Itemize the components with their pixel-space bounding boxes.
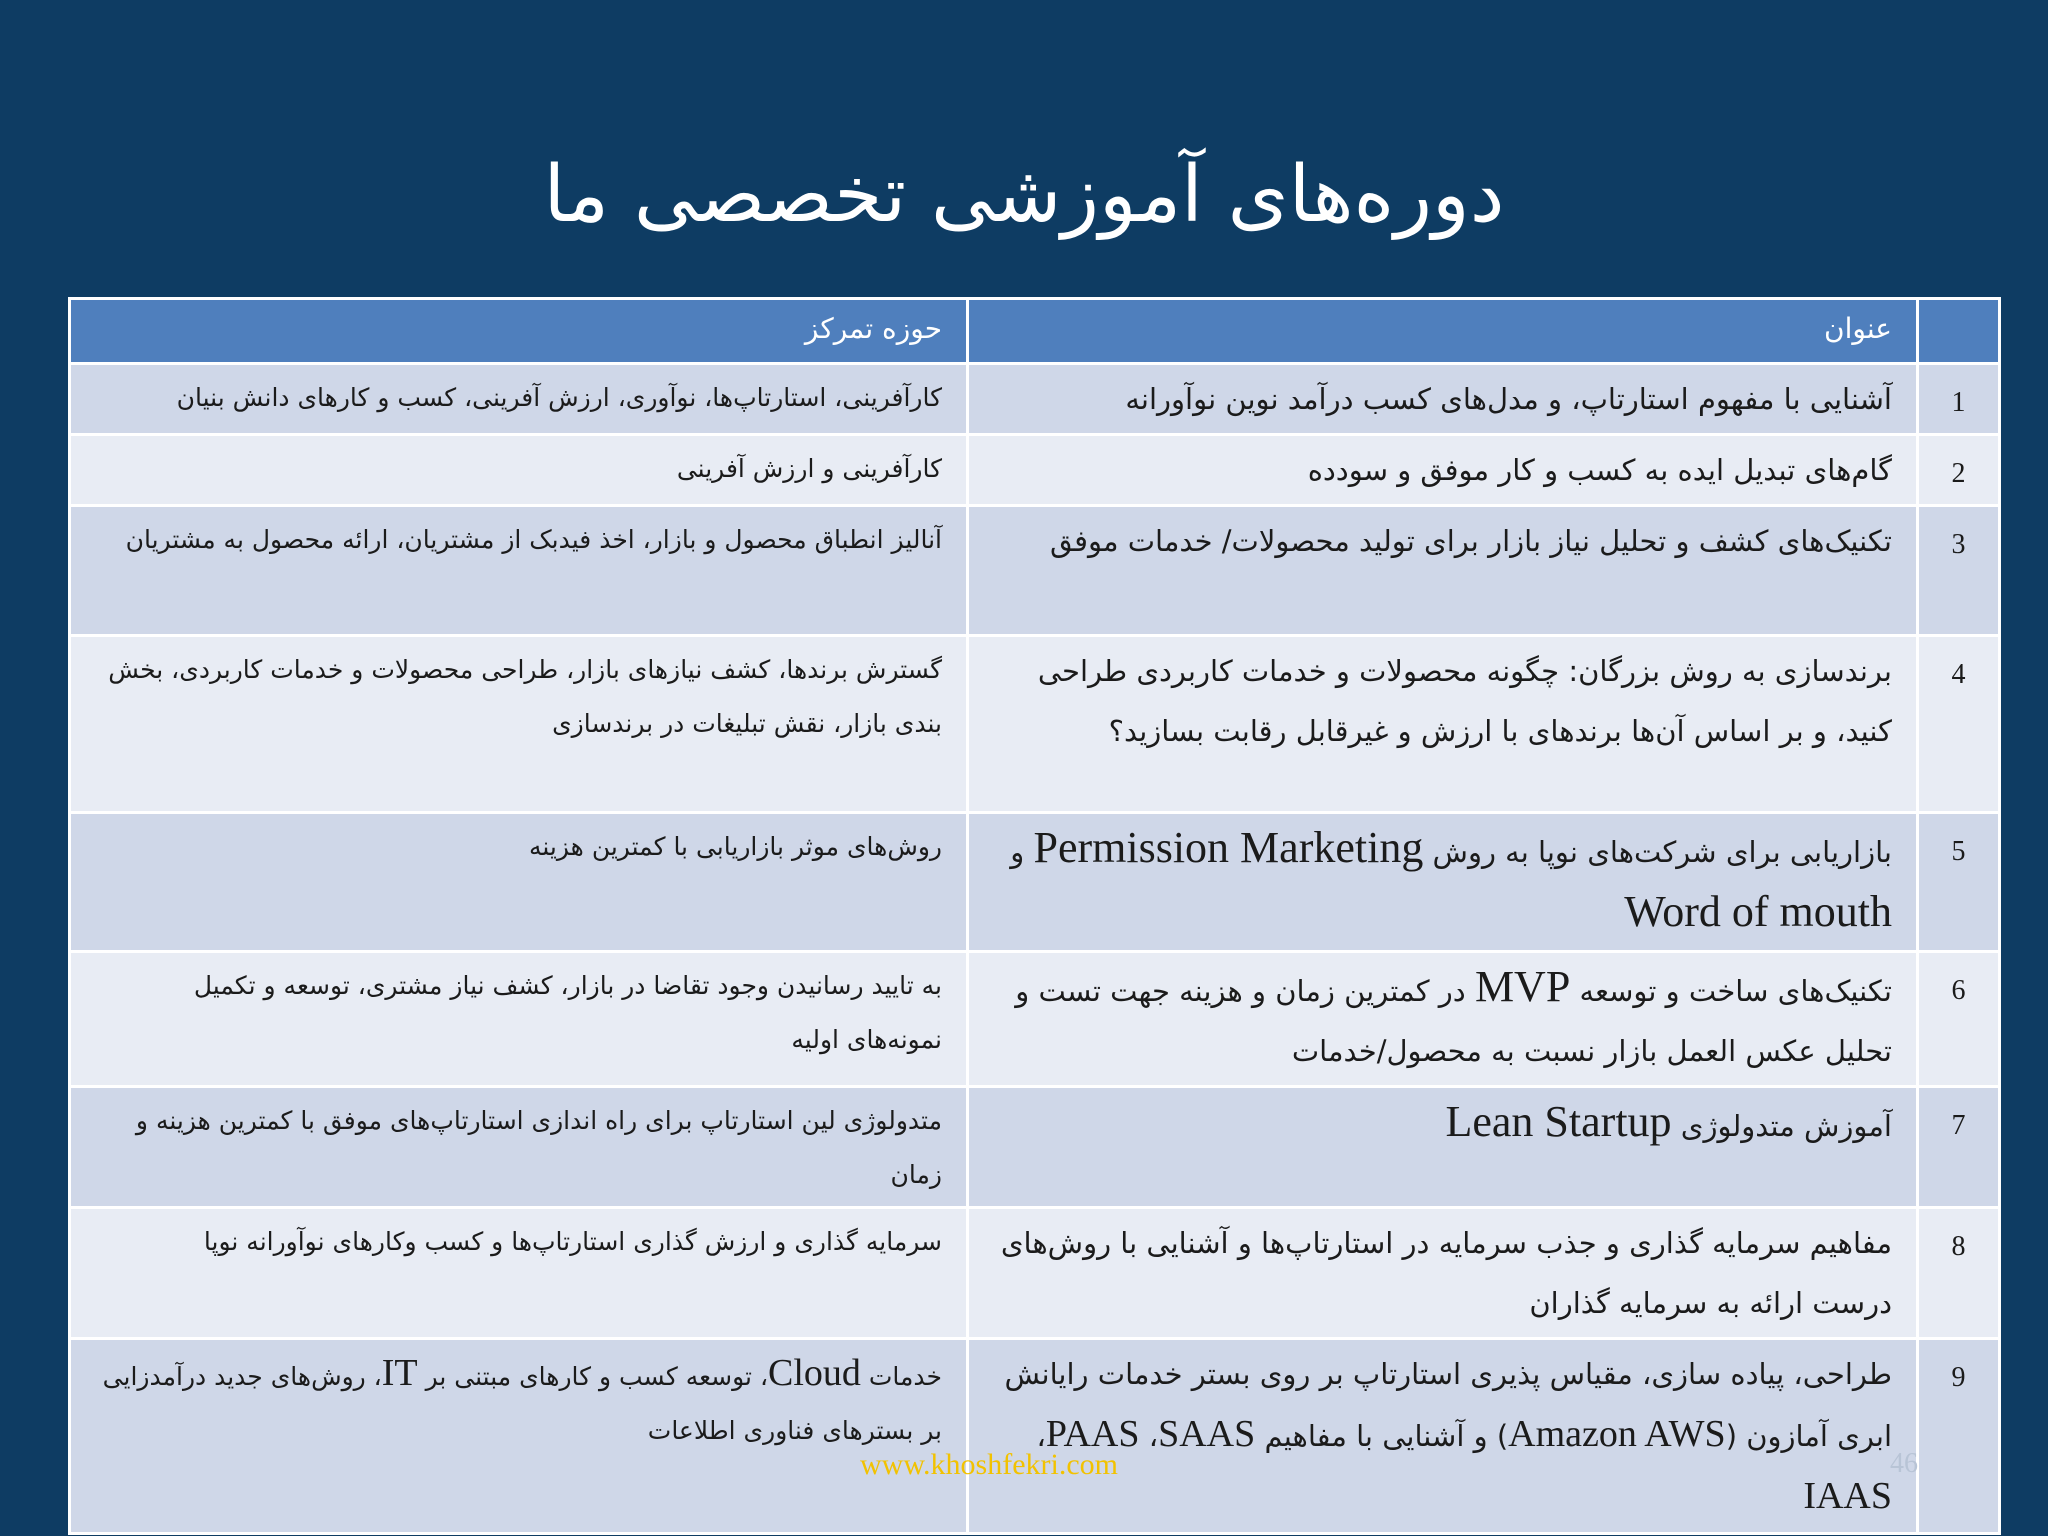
row-focus: متدولوژی لین استارتاپ برای راه اندازی استارتاپ‌های موفق با کمترین هزینه و زمان bbox=[70, 1087, 968, 1208]
row-title bbox=[968, 1339, 1918, 1534]
table-row bbox=[70, 636, 2000, 813]
row-title-text: در کمترین زمان و هزینه جهت تست و تحلیل عکس العمل بازار نسبت به محصول/خدمات bbox=[1015, 974, 1892, 1068]
row-title bbox=[968, 952, 1918, 1087]
table-row bbox=[70, 1208, 2000, 1339]
row-number: 8 bbox=[1918, 1208, 2000, 1339]
row-number: 2 bbox=[1918, 435, 2000, 506]
header-title: عنوان bbox=[968, 299, 1918, 364]
row-title bbox=[968, 813, 1918, 952]
table-row bbox=[70, 364, 2000, 435]
row-title-text: بازاریابی برای شرکت‌های نوپا به روش bbox=[1432, 835, 1892, 869]
table-row bbox=[70, 506, 2000, 636]
row-focus-text: ، روش‌های جدید درآمدزایی بر بسترهای فناوری اطلاعات bbox=[102, 1362, 942, 1445]
header-number bbox=[1918, 299, 2000, 364]
row-title-latin: Permission Marketing bbox=[1033, 823, 1424, 872]
row-title-text: و bbox=[1010, 835, 1025, 869]
row-title-latin: Amazon AWS bbox=[1508, 1413, 1726, 1455]
row-title: برندسازی به روش بزرگان: چگونه محصولات و خدمات کاربردی طراحی کنید، و بر اساس آن‌ها برندهای با ارزش و غیرقابل رقابت بسازید؟ bbox=[968, 636, 1918, 813]
table-row bbox=[70, 435, 2000, 506]
row-title-text: ، bbox=[1148, 1419, 1159, 1453]
row-title: آشنایی با مفهوم استارتاپ، و مدل‌های کسب درآمد نوین نوآورانه bbox=[968, 364, 1918, 435]
row-title-text: تکنیک‌های ساخت و توسعه bbox=[1579, 974, 1892, 1008]
row-number: 7 bbox=[1918, 1087, 2000, 1208]
row-number: 4 bbox=[1918, 636, 2000, 813]
row-focus: به تایید رسانیدن وجود تقاضا در بازار، کشف نیاز مشتری، توسعه و تکمیل نمونه‌های اولیه bbox=[70, 952, 968, 1087]
row-focus: کارآفرینی و ارزش آفرینی bbox=[70, 435, 968, 506]
courses-table bbox=[68, 297, 2001, 1535]
table-row bbox=[70, 1087, 2000, 1208]
row-number: 1 bbox=[1918, 364, 2000, 435]
row-title-latin: IAAS bbox=[1803, 1475, 1892, 1517]
row-number: 5 bbox=[1918, 813, 2000, 952]
row-title: گام‌های تبدیل ایده به کسب و کار موفق و سودده bbox=[968, 435, 1918, 506]
row-focus-latin: Cloud bbox=[768, 1352, 861, 1394]
header-focus: حوزه تمرکز bbox=[70, 299, 968, 364]
row-title-text: ، bbox=[1036, 1419, 1046, 1453]
row-focus: گسترش برندها، کشف نیازهای بازار، طراحی محصولات و خدمات کاربردی، بخش بندی بازار، نقش تبلیغات در برندسازی bbox=[70, 636, 968, 813]
row-title-latin: Word of mouth bbox=[1624, 887, 1892, 936]
table-row bbox=[70, 952, 2000, 1087]
footer-url: www.khoshfekri.com bbox=[860, 1448, 1119, 1481]
row-focus-latin: IT bbox=[381, 1352, 418, 1394]
row-focus-text: خدمات bbox=[868, 1362, 942, 1391]
table-row bbox=[70, 813, 2000, 952]
row-focus: آنالیز انطباق محصول و بازار، اخذ فیدبک از مشتریان، ارائه محصول به مشتریان bbox=[70, 506, 968, 636]
row-focus: روش‌های موثر بازاریابی با کمترین هزینه bbox=[70, 813, 968, 952]
row-number: 6 bbox=[1918, 952, 2000, 1087]
row-title-latin: MVP bbox=[1474, 962, 1571, 1011]
row-title-latin: SAAS bbox=[1158, 1413, 1256, 1455]
row-title-text: ) و آشنایی با مفاهیم bbox=[1264, 1419, 1509, 1453]
table-header-row bbox=[70, 299, 2000, 364]
row-number: 9 bbox=[1918, 1339, 2000, 1534]
row-focus: سرمایه گذاری و ارزش گذاری استارتاپ‌ها و کسب وکارهای نوآورانه نوپا bbox=[70, 1208, 968, 1339]
row-focus-text: ، توسعه کسب و کارهای مبتنی بر bbox=[425, 1362, 769, 1391]
row-title-latin: PAAS bbox=[1045, 1413, 1140, 1455]
row-focus: کارآفرینی، استارتاپ‌ها، نوآوری، ارزش آفرینی، کسب و کارهای دانش بنیان bbox=[70, 364, 968, 435]
row-title: تکنیک‌های کشف و تحلیل نیاز بازار برای تولید محصولات/ خدمات موفق bbox=[968, 506, 1918, 636]
row-title: مفاهیم سرمایه گذاری و جذب سرمایه در استارتاپ‌ها و آشنایی با روش‌های درست ارائه به سرمایه گذاران bbox=[968, 1208, 1918, 1339]
row-number: 3 bbox=[1918, 506, 2000, 636]
page-number: 46 bbox=[1890, 1448, 1918, 1479]
slide-title: دوره‌های آموزشی تخصصی ما bbox=[543, 150, 1505, 240]
row-title-text: آموزش متدولوژی bbox=[1680, 1109, 1892, 1143]
row-title bbox=[968, 1087, 1918, 1208]
row-title-latin: Lean Startup bbox=[1445, 1097, 1672, 1146]
row-title-text: طراحی، پیاده سازی، مقیاس پذیری استارتاپ بر روی بستر خدمات رایانش ابری آمازون ( bbox=[1004, 1357, 1892, 1453]
table-row bbox=[70, 1339, 2000, 1534]
row-focus bbox=[70, 1339, 968, 1534]
